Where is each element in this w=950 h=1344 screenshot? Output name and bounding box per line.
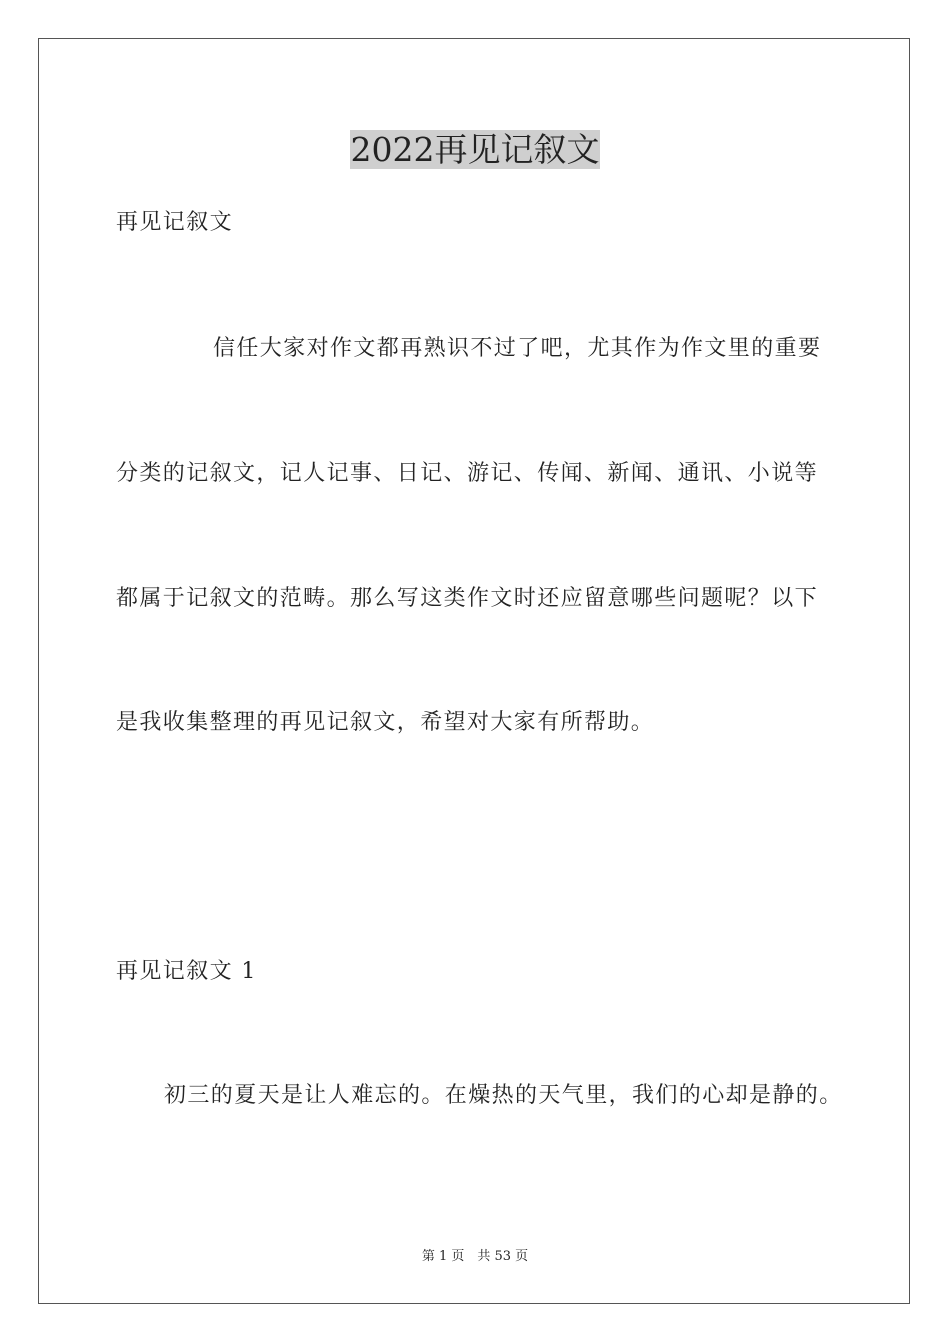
intro-line-3: 都属于记叙文的范畴。那么写这类作文时还应留意哪些问题呢？以下 [116,586,819,611]
document-title-text: 2022再见记叙文 [350,130,600,169]
document-title [0,126,950,174]
intro-line-1: 信任大家对作文都再熟识不过了吧，尤其作为作文里的重要 [213,336,822,361]
document-subtitle: 再见记叙文 [116,210,234,235]
section-line-1: 初三的夏天是让人难忘的。在燥热的天气里，我们的心却是静的。 [164,1083,843,1108]
section-heading: 再见记叙文 1 [116,959,257,984]
page-number: 第 1 页 共 53 页 [421,1249,529,1264]
intro-line-4: 是我收集整理的再见记叙文，希望对大家有所帮助。 [116,710,655,735]
intro-line-2: 分类的记叙文，记人记事、日记、游记、传闻、新闻、通讯、小说等 [116,461,819,486]
